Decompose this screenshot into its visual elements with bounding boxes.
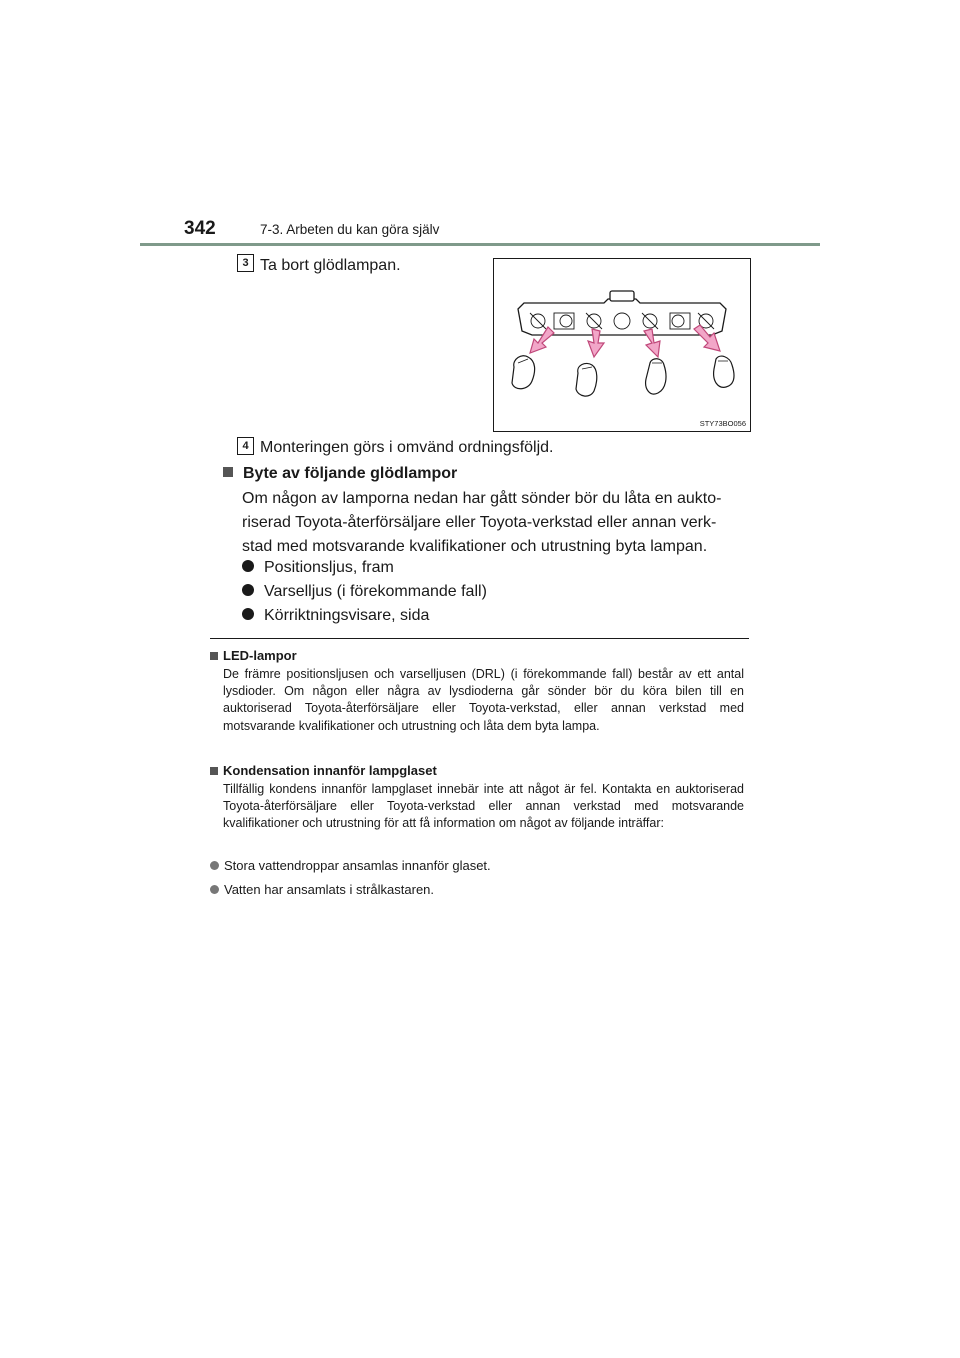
section-title: 7-3. Arbeten du kan göra själv [260,222,440,237]
square-bullet-icon [210,767,218,775]
page-number: 342 [184,218,216,239]
square-bullet-icon [210,652,218,660]
bullet-dot-icon [210,885,219,894]
note-heading-text: Kondensation innanför lampglaset [223,763,437,778]
section-heading-text: Byte av följande glödlampor [243,465,458,482]
square-bullet-icon [223,467,233,477]
note-text-led: De främre positionsljusen och varselljusen (DRL) (i förekommande fall) består av ett antal lysdioder. Om någon eller några av lysdioderna går sönder bör du köra bilen till en auktoriserad Toyota-återförsäljare eller Toyota-verkstad, eller annan verkstad med motsvarande kvalifikationer och utrustning och låta dem byta lampa. [223,667,744,733]
step-3-badge: 3 [237,254,254,272]
bullet-dot-icon [210,861,219,870]
note-list-item-text: Vatten har ansamlats i strålkastaren. [224,882,435,897]
bullet-dot-icon [242,584,254,596]
bulb-removal-illustration [493,258,751,432]
list-item-text: Varselljus (i förekommande fall) [264,583,487,600]
section-line-2: riserad Toyota-återförsäljare eller Toyota-verkstad eller annan verk- [242,514,717,531]
list-item [242,580,487,604]
note-list-item [210,882,434,897]
step-4-badge: 4 [237,437,254,455]
bulb-3 [646,359,666,394]
list-item-text: Körriktningsvisare, sida [264,607,430,624]
note-heading-condensation [210,763,437,778]
list-item [242,604,429,628]
section-heading [223,462,457,486]
step-4-text: Monteringen görs i omvänd ordningsföljd. [260,439,554,456]
headlamp-bulbs-drawing [494,259,750,431]
note-heading-led [210,648,297,663]
list-item [242,556,394,580]
note-heading-text: LED-lampor [223,648,297,663]
note-list-item [210,858,491,873]
list-item-text: Positionsljus, fram [264,559,394,576]
header-rule [140,243,820,246]
step-3-text: Ta bort glödlampan. [260,257,401,274]
section-line-1: Om någon av lamporna nedan har gått sönder bör du låta en aukto- [242,490,722,507]
note-text-condensation: Tillfällig kondens innanför lampglaset innebär inte att något är fel. Kontakta en auktoriserad Toyota-återförsäljare eller Toyota-verkstad eller annan verkstad med motsvarande kvalifikationer och utrustning för att få information om något av följande inträffar: [223,782,744,831]
bullet-dot-icon [242,608,254,620]
figure-code: STY73BO056 [699,419,746,428]
notes-divider [210,638,749,639]
note-list-item-text: Stora vattendroppar ansamlas innanför glaset. [224,858,491,873]
section-line-3: stad med motsvarande kvalifikationer och utrustning byta lampan. [242,538,708,555]
bullet-dot-icon [242,560,254,572]
